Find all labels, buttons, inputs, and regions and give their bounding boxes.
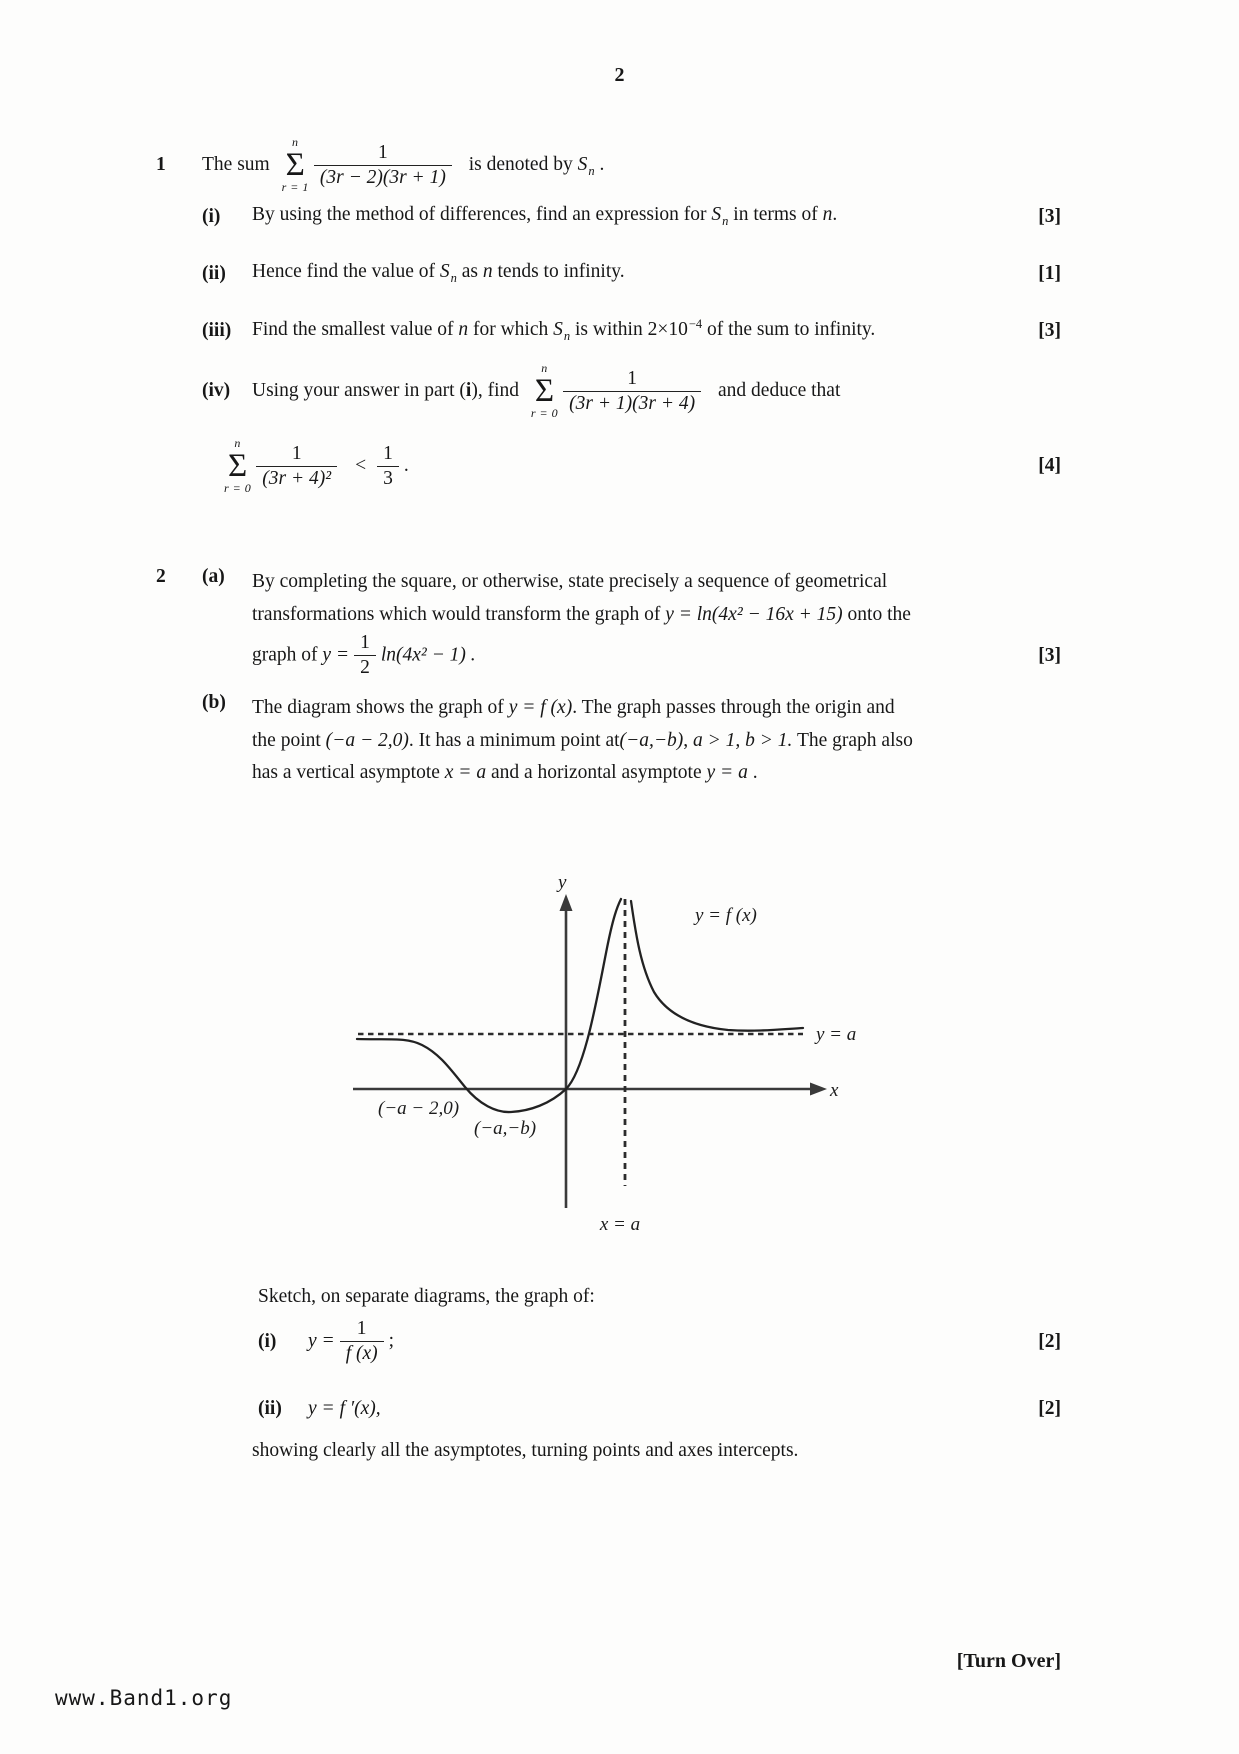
equation-ln: y = ln(4x² − 16x + 15): [665, 603, 843, 625]
sigma-glyph: Σ: [228, 447, 248, 484]
q1-number: 1: [156, 154, 166, 176]
var-n: n: [822, 204, 833, 225]
text: ,: [683, 729, 693, 751]
fraction: [314, 141, 452, 191]
text: . The graph passes through the origin and: [572, 697, 895, 718]
equation-ln2: ln(4x² − 1) .: [380, 644, 476, 666]
part-label-ii: (ii): [202, 262, 226, 284]
fraction-denominator: (3r + 4)²: [256, 466, 337, 491]
marks-badge: [3]: [1038, 644, 1061, 666]
text: Using your answer in part (: [252, 379, 466, 401]
text: as: [456, 261, 483, 282]
horizontal-asymptote-label: y = a: [816, 1024, 857, 1045]
fraction-denominator: f (x): [340, 1341, 384, 1366]
marks-badge: [3]: [1038, 205, 1061, 227]
y-axis-arrow: [560, 894, 573, 911]
q1-summation: [282, 136, 457, 195]
sketch-part-i: [0, 1317, 1239, 1367]
text: . It has a minimum point at: [408, 729, 620, 751]
s-symbol: S: [439, 261, 450, 282]
q1-intro-end: .: [594, 153, 605, 175]
line: By completing the square, or otherwise, state precisely a sequence of geometrical: [252, 571, 888, 592]
part-b-text: [252, 692, 1061, 790]
var-n: n: [458, 319, 469, 340]
part-label-iii: (iii): [202, 319, 232, 341]
sigma-symbol: [224, 437, 251, 496]
text: is within: [570, 319, 648, 340]
text: By using the method of differences, find an expression for: [252, 204, 712, 225]
minimum-point-label: (−a,−b): [474, 1118, 537, 1139]
x-axis-label: x: [830, 1080, 839, 1101]
q1-iv-summation: [531, 362, 706, 421]
page-number: 2: [614, 64, 625, 86]
text: .: [832, 204, 838, 225]
fraction: [256, 442, 337, 492]
fraction-denominator: (3r + 1)(3r + 4): [563, 391, 701, 416]
text: The diagram shows the graph of: [252, 697, 509, 718]
line: [252, 757, 1061, 790]
q2-part-b: [0, 692, 1239, 790]
q1-intro-post: is denoted by: [468, 153, 578, 175]
s-subscript: n: [588, 163, 595, 178]
fx-equation: y = f (x): [508, 697, 573, 718]
y-equals: y =: [322, 644, 350, 666]
sketch-intro: Sketch, on separate diagrams, the graph of:: [258, 1286, 595, 1307]
text: graph of: [252, 644, 323, 666]
part-iv-text: [252, 362, 1061, 421]
intercept-point: (−a − 2,0): [325, 729, 409, 751]
fraction-numerator: 1: [377, 141, 388, 163]
q1-part-iii: [0, 317, 1239, 344]
sum-lower-limit: r = 1: [281, 180, 309, 195]
fraction-numerator: 1: [291, 442, 302, 464]
q1-intro-text: [202, 136, 1061, 195]
sigma-glyph: Σ: [534, 372, 555, 409]
fraction-numerator: 1: [627, 367, 638, 389]
part-iii-text: [252, 317, 1028, 344]
s-symbol: S: [553, 319, 563, 340]
inequality-expression: [224, 437, 1028, 496]
y-equals: y =: [308, 1330, 335, 1352]
fraction: [563, 367, 701, 417]
var-n: n: [482, 261, 493, 282]
sketch-i-equation: [308, 1317, 1028, 1367]
fraction-one-third: [377, 442, 399, 492]
sigma-symbol: [531, 362, 558, 421]
minimum-point: (−a,−b): [619, 729, 684, 751]
line: [252, 599, 1061, 632]
text: The graph also: [792, 729, 913, 751]
fraction-denominator: 3: [377, 466, 399, 491]
sigma-symbol: [282, 136, 309, 195]
text: of the sum to infinity.: [702, 319, 876, 340]
text: .: [747, 762, 758, 783]
part-label-i: (i): [258, 1330, 277, 1352]
text: and a horizontal asymptote: [486, 762, 707, 783]
q1-iv2-summation: [224, 437, 342, 496]
q1-part-ii: [0, 261, 1239, 286]
text: Hence find the value of: [252, 261, 440, 282]
s-subscript: n: [722, 214, 729, 228]
sum-upper-limit: n: [541, 361, 548, 375]
text: tends to infinity.: [492, 261, 625, 282]
q2-part-a: [0, 566, 1239, 631]
fraction-numerator: 1: [383, 442, 393, 464]
sum-upper-limit: n: [234, 436, 241, 450]
text: for which: [468, 319, 554, 340]
text: in terms of: [728, 204, 823, 225]
s-symbol: S: [711, 204, 722, 225]
q2-number: 2: [156, 566, 166, 587]
x-axis-arrow: [810, 1083, 827, 1096]
turn-over-label: [Turn Over]: [956, 1650, 1061, 1672]
fraction-numerator: 1: [360, 632, 370, 653]
s-subscript: n: [563, 329, 571, 343]
equation-line: [252, 631, 1028, 681]
fraction-denominator: 2: [354, 655, 376, 680]
part-i-text: [252, 204, 1028, 229]
y-axis-label: y: [558, 872, 567, 893]
text: ), find: [471, 379, 519, 401]
text: ;: [388, 1330, 395, 1352]
derivative-equation: y = f ′(x),: [308, 1398, 381, 1419]
sketch-intro-row: [0, 1286, 1239, 1308]
text: .: [403, 454, 409, 476]
vertical-asymptote-eq: x = a: [444, 762, 487, 783]
part-a-text: [252, 566, 1061, 631]
part-label-b: (b): [202, 692, 226, 713]
conditions: a > 1, b > 1.: [692, 729, 793, 751]
sum-lower-limit: r = 0: [530, 406, 559, 421]
sigma-glyph: Σ: [285, 146, 305, 183]
sketch-ii-equation: [308, 1398, 1028, 1420]
curve-label: y = f (x): [695, 905, 757, 926]
curve-left-branch: [357, 899, 621, 1112]
sketch-outro: showing clearly all the asymptotes, turning points and axes intercepts.: [252, 1440, 799, 1461]
q1-iv-inequality-row: [0, 437, 1239, 496]
sketch-part-ii: [0, 1398, 1239, 1420]
tolerance-value: 2×10: [647, 319, 688, 340]
q1-intro-pre: The sum: [202, 153, 270, 175]
marks-badge: [2]: [1038, 1398, 1061, 1419]
s-symbol: S: [577, 153, 588, 175]
tolerance-exponent: −4: [688, 317, 703, 331]
text: the point: [252, 729, 326, 751]
fraction-one-half: [354, 631, 376, 681]
line: [252, 692, 1061, 725]
part-ref: i: [465, 379, 472, 401]
text: and deduce that: [718, 379, 841, 401]
sum-lower-limit: r = 0: [224, 481, 252, 496]
text: has a vertical asymptote: [252, 762, 445, 783]
q1-part-iv: [0, 362, 1239, 421]
q1-intro-row: [0, 136, 1239, 195]
q1-part-i: [0, 204, 1239, 229]
sketch-outro-row: [0, 1440, 1239, 1462]
q2-a-equation-row: [0, 631, 1239, 681]
s-subscript: n: [450, 271, 457, 285]
marks-badge: [2]: [1038, 1330, 1061, 1352]
horizontal-asymptote-eq: y = a: [706, 762, 748, 783]
function-graph: [338, 826, 938, 1256]
vertical-asymptote-label: x = a: [599, 1214, 641, 1235]
marks-badge: [1]: [1038, 262, 1061, 284]
part-label-a: (a): [202, 566, 225, 587]
part-label-ii: (ii): [258, 1398, 282, 1419]
watermark: www.Band1.org: [55, 1686, 233, 1710]
sum-upper-limit: n: [291, 135, 299, 149]
fraction-reciprocal: [340, 1317, 384, 1367]
fraction-denominator: (3r − 2)(3r + 1): [314, 165, 452, 190]
x-intercept-label: (−a − 2,0): [378, 1098, 460, 1119]
part-label-i: (i): [202, 205, 221, 227]
marks-badge: [3]: [1038, 319, 1061, 341]
fraction-numerator: 1: [356, 1318, 367, 1339]
text: transformations which would transform the graph of: [252, 603, 666, 625]
line: [252, 725, 1061, 758]
text: onto the: [842, 603, 911, 625]
text: Find the smallest value of: [252, 319, 459, 340]
less-than-sign: <: [355, 454, 367, 476]
marks-badge: [4]: [1038, 455, 1061, 477]
part-ii-text: [252, 261, 1028, 286]
part-label-iv: (iv): [202, 380, 231, 402]
